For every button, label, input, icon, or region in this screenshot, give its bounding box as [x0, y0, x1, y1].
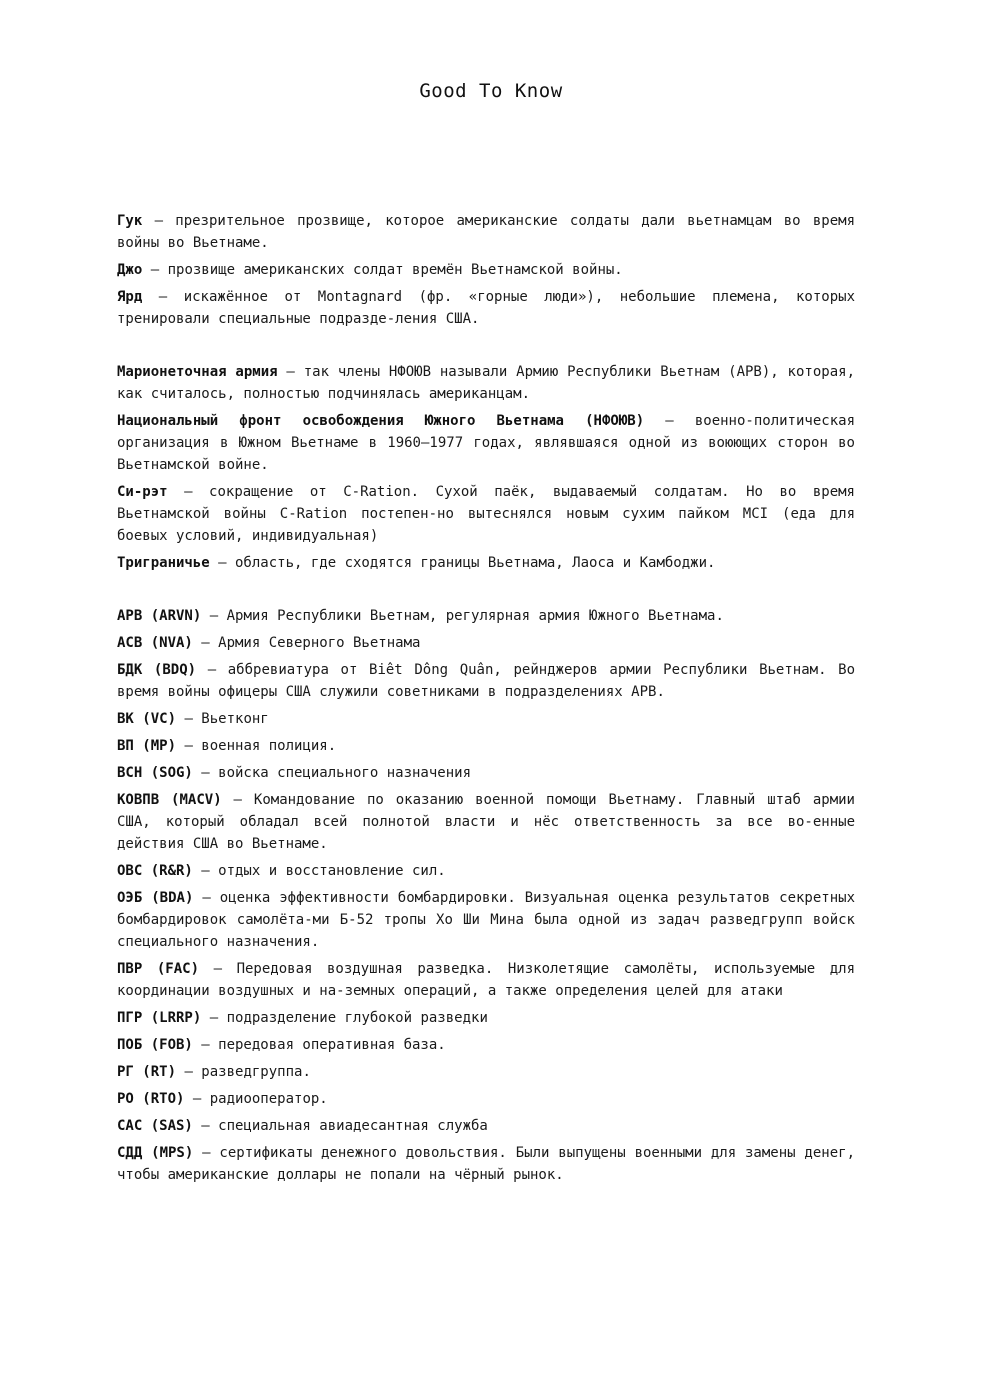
section-gap — [117, 579, 855, 605]
glossary-entry — [117, 286, 855, 330]
glossary-definition: — Армия Северного Вьетнама — [192, 635, 421, 651]
glossary-definition: — аббревиатура от Biêt Dông Quân, рейнджеров армии Республики Вьетнам. Во время войны офицеры США служили советниками в подразделениях АРВ. — [117, 662, 855, 700]
glossary-term: ВСН (SOG) — [117, 765, 193, 781]
glossary-term: ПГР (LRRP) — [117, 1010, 202, 1026]
glossary-definition: — разведгруппа. — [176, 1064, 311, 1080]
glossary-section — [117, 605, 855, 1186]
glossary-definition: — Армия Республики Вьетнам, регулярная армия Южного Вьетнама. — [201, 608, 724, 624]
glossary-term: Джо — [117, 262, 143, 278]
glossary-entry — [117, 361, 855, 405]
glossary-term: ПОБ (FOB) — [117, 1037, 193, 1053]
glossary-term: Ярд — [117, 289, 143, 305]
glossary-entry — [117, 210, 855, 254]
glossary-definition: — презрительное прозвище, которое американские солдаты дали вьетнамцам во время войны во Вьетнаме. — [117, 213, 855, 251]
glossary-term: АРВ (ARVN) — [117, 608, 202, 624]
glossary-definition: — войска специального назначения — [192, 765, 472, 781]
glossary-definition: — оценка эффективности бомбардировки. Визуальная оценка результатов секретных бомбардировок самолёта-ми Б-52 тропы Хо Ши Мина была одной из задач разведгрупп войск специального назначения. — [117, 890, 855, 950]
glossary-term: ПВР (FAC) — [117, 961, 199, 977]
glossary-definition: — военно-политическая организация в Южном Вьетнаме в 1960—1977 годах, являвшаяся одной из воюющих сторон во Вьетнамской войне. — [117, 413, 855, 473]
glossary-entry — [117, 1007, 855, 1029]
glossary-term: РГ (RT) — [117, 1064, 177, 1080]
glossary-definition: — подразделение глубокой разведки — [201, 1010, 488, 1026]
glossary-entry — [117, 1088, 855, 1110]
glossary-entry — [117, 789, 855, 855]
glossary-definition: — сертификаты денежного довольствия. Были выпущены военными для замены денег, чтобы американские доллары не попали на чёрный рынок. — [117, 1145, 855, 1183]
glossary-entry — [117, 410, 855, 476]
glossary — [117, 210, 855, 1191]
page-title: Good To Know — [419, 80, 563, 102]
glossary-entry — [117, 735, 855, 757]
glossary-entry — [117, 659, 855, 703]
glossary-entry — [117, 552, 855, 574]
glossary-entry — [117, 1061, 855, 1083]
glossary-entry — [117, 632, 855, 654]
glossary-definition: — военная полиция. — [176, 738, 337, 754]
glossary-term: ВП (MP) — [117, 738, 177, 754]
glossary-definition: — прозвище американских солдат времён Вьетнамской войны. — [142, 262, 623, 278]
glossary-definition: — специальная авиадесантная служба — [192, 1118, 488, 1134]
glossary-section — [117, 361, 855, 574]
glossary-term: РО (RTO) — [117, 1091, 185, 1107]
glossary-term: ОЭБ (BDA) — [117, 890, 194, 906]
glossary-entry — [117, 481, 855, 547]
glossary-term: САС (SAS) — [117, 1118, 193, 1134]
glossary-entry — [117, 1115, 855, 1137]
glossary-term: ОВС (R&R) — [117, 863, 193, 879]
glossary-entry — [117, 605, 855, 627]
glossary-entry — [117, 1034, 855, 1056]
glossary-definition: — отдых и восстановление сил. — [192, 863, 446, 879]
section-gap — [117, 335, 855, 361]
glossary-definition: — Командование по оказанию военной помощи Вьетнаму. Главный штаб армии США, который обладал всей полнотой власти и нёс ответственность за все во-енные действия США во Вьетнаме. — [117, 792, 855, 852]
glossary-definition: — Передовая воздушная разведка. Низколетящие самолёты, используемые для координации воздушных и на-земных операций, а также определения целей для атаки — [117, 961, 855, 999]
glossary-term: Марионеточная армия — [117, 364, 278, 380]
glossary-term: ВК (VC) — [117, 711, 177, 727]
glossary-entry — [117, 887, 855, 953]
glossary-entry — [117, 958, 855, 1002]
glossary-entry — [117, 708, 855, 730]
glossary-definition: — передовая оперативная база. — [192, 1037, 446, 1053]
glossary-term: КОВПВ (MACV) — [117, 792, 222, 808]
glossary-term: Гук — [117, 213, 143, 229]
glossary-definition: — область, где сходятся границы Вьетнама, Лаоса и Камбоджи. — [209, 555, 716, 571]
glossary-definition: — искажённое от Montagnard (фр. «горные люди»), небольшие племена, которых тренировали специальные подразде-ления США. — [117, 289, 855, 327]
glossary-term: АСВ (NVA) — [117, 635, 193, 651]
glossary-term: Си-рэт — [117, 484, 168, 500]
glossary-section — [117, 210, 855, 330]
glossary-entry — [117, 860, 855, 882]
glossary-entry — [117, 1142, 855, 1186]
glossary-entry — [117, 259, 855, 281]
glossary-term: БДК (BDQ) — [117, 662, 197, 678]
glossary-entry — [117, 762, 855, 784]
glossary-definition: — Вьетконг — [176, 711, 269, 727]
glossary-definition: — радиооператор. — [184, 1091, 328, 1107]
glossary-definition: — сокращение от C-Ration. Сухой паёк, выдаваемый солдатам. Но во время Вьетнамской войны C-Ration постепен-но вытеснялся новым сухим пайком MCI (еда для боевых условий, индивидуальная) — [117, 484, 855, 544]
glossary-definition: — так члены НФОЮВ называли Армию Республики Вьетнам (АРВ), которая, как считалось, полностью подчинялась американцам. — [117, 364, 855, 402]
glossary-term: СДД (MPS) — [117, 1145, 194, 1161]
glossary-term: Национальный фронт освобождения Южного Вьетнама (НФОЮВ) — [117, 413, 645, 429]
glossary-term: Триграничье — [117, 555, 210, 571]
